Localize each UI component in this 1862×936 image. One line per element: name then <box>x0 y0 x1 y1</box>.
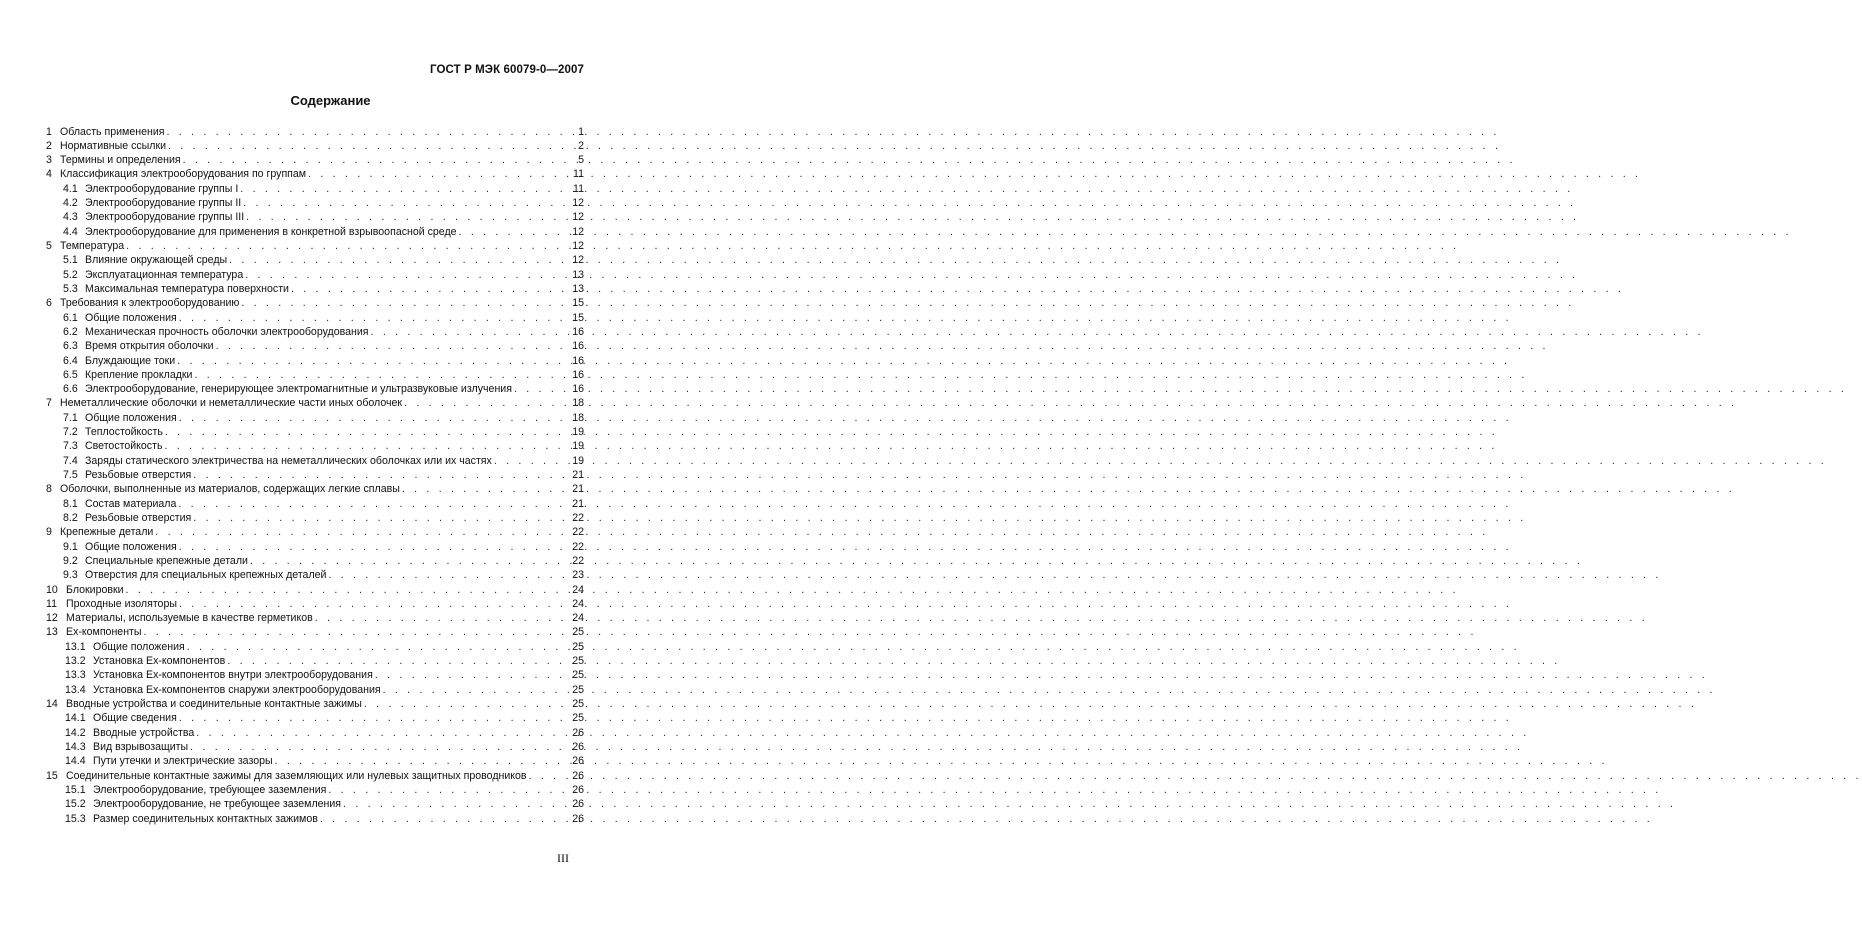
toc-entry-page: 16 <box>572 383 584 396</box>
toc-entry-number: 14.3 <box>65 740 86 753</box>
toc-entry-label: Классификация электрооборудования по группам <box>60 168 307 181</box>
toc-entry-page: 26 <box>572 769 584 782</box>
toc-entry-label: Общие положения <box>85 411 177 424</box>
toc-entry-label: Эксплуатационная температура <box>85 268 244 281</box>
toc-entry-label: Светостойкость <box>85 440 163 453</box>
toc-entry-number: 8.2 <box>63 511 78 524</box>
toc-entry-label: Влияние окружающей среды <box>85 254 228 267</box>
toc-entry-label: Неметаллические оболочки и неметаллические части иных оболочек <box>60 397 403 410</box>
toc-dot-leader <box>179 711 570 725</box>
toc-entry-label: Теплостойкость <box>85 426 163 439</box>
toc-dot-leader <box>177 354 570 368</box>
toc-entry-page: 24 <box>572 612 584 625</box>
toc-entry-page: 16 <box>572 340 584 353</box>
toc-dot-leader <box>178 497 570 511</box>
toc-entry-number: 6.3 <box>63 340 78 353</box>
toc-dot-leader <box>190 740 570 754</box>
toc-entry-label: Нормативные ссылки <box>60 139 167 152</box>
toc-dot-leader <box>126 583 571 597</box>
toc-dot-leader <box>193 511 570 525</box>
toc-entry-page: 19 <box>572 440 584 453</box>
toc-entry[interactable] <box>46 196 584 210</box>
toc-entry-page: 12 <box>572 254 584 267</box>
toc-entry-number: 4.4 <box>63 225 78 238</box>
toc-dot-leader <box>193 468 570 482</box>
toc-dot-leader <box>164 439 570 453</box>
toc-entry-page: 11 <box>573 182 584 195</box>
toc-entry-page: 26 <box>572 740 584 753</box>
toc-entry-label: Резьбовые отверстия <box>85 469 192 481</box>
toc-entry-number: 6.4 <box>63 354 78 367</box>
toc-dot-leader <box>179 311 570 325</box>
toc-dot-leader <box>246 210 570 224</box>
toc-entry-label: Ех-компоненты <box>66 626 142 639</box>
toc-entry-number: 9.1 <box>63 540 78 553</box>
toc-entry-page: 2 <box>578 139 584 152</box>
toc-entry-number: 3 <box>46 154 52 167</box>
toc-entry-label: Крепление прокладки <box>85 368 193 381</box>
toc-entry-label: Материалы, используемые в качестве герметиков <box>66 612 313 625</box>
toc-entry[interactable] <box>46 740 584 754</box>
toc-entry-page: 13 <box>572 282 584 295</box>
toc-entry-page: 23 <box>572 569 584 582</box>
toc-dot-leader <box>144 625 571 639</box>
toc-entry-label: Электрооборудование для применения в конкретной взрывоопасной среде <box>85 225 457 238</box>
toc-entry-number: 5.1 <box>63 254 78 267</box>
toc-entry[interactable] <box>46 683 584 697</box>
toc-dot-leader <box>155 525 570 539</box>
toc-dot-leader <box>320 812 570 826</box>
toc-entry-page: 26 <box>572 812 584 825</box>
toc-entry[interactable] <box>46 726 584 740</box>
toc-dot-leader <box>514 382 570 396</box>
toc-entry-label: Максимальная температура поверхности <box>85 282 289 295</box>
toc-entry-label: Состав материала <box>85 497 177 510</box>
toc-entry[interactable] <box>46 311 584 325</box>
toc-entry-label: Электрооборудование, генерирующее электромагнитные и ультразвуковые излучения <box>85 383 512 396</box>
toc-entry-number: 13.1 <box>65 640 86 653</box>
toc-entry-page: 13 <box>572 268 584 281</box>
toc-entry-number: 14.1 <box>65 712 86 725</box>
toc-entry-number: 4.1 <box>63 182 78 195</box>
toc-entry-label: Размер соединительных контактных зажимов <box>93 812 318 825</box>
toc-dot-leader <box>328 783 570 797</box>
toc-entry-page: 26 <box>572 783 584 796</box>
toc-dot-leader <box>328 568 570 582</box>
toc-entry-label: Требования к электрооборудованию <box>60 297 240 310</box>
toc-entry[interactable] <box>46 511 584 525</box>
toc-dot-leader <box>187 640 570 654</box>
toc-entry-number: 14 <box>46 698 58 710</box>
toc-dot-leader <box>216 339 571 353</box>
toc-entry[interactable] <box>46 425 584 439</box>
toc-entry-number: 13.3 <box>65 669 86 682</box>
toc-entry-page: 26 <box>572 798 584 811</box>
toc-dot-leader <box>529 769 571 783</box>
toc-entry-label: Температура <box>60 240 125 252</box>
toc-entry[interactable] <box>46 153 584 167</box>
toc-dot-leader <box>291 282 570 296</box>
toc-entry-label: Механическая прочность оболочки электрооборудования <box>85 325 369 338</box>
toc-entry[interactable] <box>46 339 584 353</box>
toc-entry-label: Вид взрывозащиты <box>93 740 189 753</box>
toc-dot-leader <box>250 554 570 568</box>
toc-dot-leader <box>165 425 570 439</box>
toc-entry[interactable] <box>46 368 584 382</box>
toc-dot-leader <box>245 268 570 282</box>
toc-entry-label: Отверстия для специальных крепежных деталей <box>85 569 327 582</box>
toc-entry[interactable] <box>46 497 584 511</box>
toc-entry[interactable] <box>46 354 584 368</box>
toc-entry-number: 5.2 <box>63 268 78 281</box>
toc-entry[interactable] <box>46 282 584 296</box>
toc-entry-number: 1 <box>46 125 52 138</box>
toc-entry-number: 4.3 <box>63 211 78 224</box>
toc-entry-label: Термины и определения <box>60 154 181 167</box>
toc-entry-number: 13.2 <box>65 655 86 668</box>
toc-entry-label: Вводные устройства и соединительные контактные зажимы <box>66 698 362 710</box>
toc-entry-label: Время открытия оболочки <box>85 340 214 353</box>
toc-dot-leader <box>402 482 570 496</box>
toc-entry-label: Электрооборудование, не требующее заземления <box>93 798 342 811</box>
toc-entry[interactable] <box>46 540 584 554</box>
toc-entry-number: 5.3 <box>63 282 78 295</box>
toc-entry[interactable] <box>46 568 584 582</box>
toc-entry[interactable] <box>46 468 584 482</box>
toc-entry[interactable] <box>46 611 584 625</box>
toc-entry-number: 7 <box>46 397 52 410</box>
toc-dot-leader <box>404 396 570 410</box>
toc-entry-page: 25 <box>572 669 584 682</box>
toc-entry-number: 4 <box>46 168 52 181</box>
toc-entry-label: Установка Ех-компонентов снаружи электрооборудования <box>93 683 381 696</box>
toc-entry-page: 26 <box>572 755 584 768</box>
toc-entry[interactable] <box>46 439 584 453</box>
toc-entry-number: 13.4 <box>65 683 86 696</box>
toc-entry-label: Вводные устройства <box>93 726 195 739</box>
toc-entry[interactable] <box>46 783 584 797</box>
toc-entry-page: 25 <box>572 683 584 696</box>
toc-dot-leader <box>241 296 570 310</box>
toc-entry-page: 15 <box>572 297 584 310</box>
toc-entry[interactable] <box>46 296 584 310</box>
toc-entry-number: 7.3 <box>63 440 78 453</box>
toc-entry-number: 9.3 <box>63 569 78 582</box>
toc-entry-page: 12 <box>572 225 584 238</box>
toc-entry[interactable] <box>46 139 584 153</box>
toc-entry[interactable] <box>46 754 584 768</box>
toc-entry-number: 6 <box>46 297 52 310</box>
toc-entry[interactable] <box>46 482 584 496</box>
toc-entry-label: Электрооборудование группы III <box>85 211 245 224</box>
toc-dot-leader <box>375 668 570 682</box>
toc-entry-page: 12 <box>572 240 584 252</box>
toc-entry-number: 5 <box>46 240 52 252</box>
toc-entry[interactable] <box>46 697 584 711</box>
toc-entry-page: 21 <box>572 469 584 481</box>
toc-dot-leader <box>315 611 570 625</box>
toc-entry[interactable] <box>46 797 584 811</box>
toc-entry[interactable] <box>46 382 584 396</box>
toc-dot-leader <box>183 153 576 167</box>
toc-dot-leader <box>364 697 570 711</box>
toc-dot-leader <box>126 239 570 253</box>
toc-entry-number: 8.1 <box>63 497 78 510</box>
toc-entry-label: Соединительные контактные зажимы для заземляющих или нулевых защитных проводников <box>66 769 527 782</box>
toc-entry[interactable] <box>46 812 584 826</box>
toc-entry-number: 15.1 <box>65 783 86 796</box>
toc-entry[interactable] <box>46 325 584 339</box>
toc-dot-leader <box>179 597 570 611</box>
toc-entry-page: 25 <box>572 640 584 653</box>
toc-entry[interactable] <box>46 167 584 181</box>
toc-entry[interactable] <box>46 454 584 468</box>
toc-entry[interactable] <box>46 125 584 139</box>
toc-entry-page: 22 <box>572 511 584 524</box>
toc-entry-page: 21 <box>572 483 584 496</box>
toc-entry-label: Область применения <box>60 125 165 138</box>
toc-entry-page: 26 <box>572 726 584 739</box>
toc-dot-leader <box>194 368 570 382</box>
toc-entry-number: 10 <box>46 583 58 596</box>
toc-dot-leader <box>179 540 570 554</box>
toc-dot-leader <box>179 411 570 425</box>
toc-entry-page: 19 <box>572 454 584 467</box>
toc-entry-label: Общие положения <box>85 311 177 324</box>
toc-entry-page: 22 <box>572 554 584 567</box>
toc-entry-page: 21 <box>572 497 584 510</box>
toc-dot-leader <box>240 182 571 196</box>
toc-entry[interactable] <box>46 640 584 654</box>
toc-dot-leader <box>166 125 576 139</box>
toc-entry[interactable] <box>46 769 584 783</box>
toc-entry-number: 6.5 <box>63 368 78 381</box>
toc-entry-page: 19 <box>572 426 584 439</box>
toc-entry-label: Установка Ех-компонентов <box>93 655 226 668</box>
page-title: Содержание <box>290 93 371 108</box>
toc-entry[interactable] <box>46 411 584 425</box>
toc-entry[interactable] <box>46 225 584 239</box>
toc-entry-number: 12 <box>46 612 58 625</box>
page-number: III <box>557 851 569 865</box>
toc-entry-page: 15 <box>572 311 584 324</box>
toc-entry-number: 8 <box>46 483 52 496</box>
toc-entry-label: Крепежные детали <box>60 526 154 539</box>
toc-entry-page: 16 <box>572 325 584 338</box>
toc-entry-page: 24 <box>572 583 584 596</box>
toc-entry-page: 25 <box>572 698 584 710</box>
toc-entry-number: 15 <box>46 769 58 782</box>
toc-entry[interactable] <box>46 239 584 253</box>
toc-entry-label: Оболочки, выполненные из материалов, содержащих легкие сплавы <box>60 483 400 496</box>
toc-dot-leader <box>229 253 570 267</box>
toc-entry-label: Общие положения <box>85 540 177 553</box>
toc-entry-page: 25 <box>572 626 584 639</box>
toc-entry-label: Общие положения <box>93 640 185 653</box>
toc-entry-number: 13 <box>46 626 58 639</box>
toc-dot-leader <box>196 726 570 740</box>
toc-entry-number: 6.6 <box>63 383 78 396</box>
toc-entry-page: 16 <box>572 368 584 381</box>
toc-entry-number: 7.5 <box>63 469 78 481</box>
toc-entry-label: Электрооборудование группы II <box>85 197 242 210</box>
table-of-contents <box>46 125 584 826</box>
toc-entry-number: 15.2 <box>65 798 86 811</box>
toc-entry-number: 7.2 <box>63 426 78 439</box>
toc-dot-leader <box>383 683 571 697</box>
toc-entry-page: 11 <box>573 168 584 181</box>
toc-entry-label: Пути утечки и электрические зазоры <box>93 755 273 768</box>
toc-entry-page: 1 <box>578 125 584 138</box>
toc-entry-label: Резьбовые отверстия <box>85 511 192 524</box>
toc-dot-leader <box>494 454 570 468</box>
toc-entry-page: 16 <box>572 354 584 367</box>
toc-entry-page: 12 <box>572 211 584 224</box>
toc-entry-page: 24 <box>572 597 584 610</box>
toc-entry[interactable] <box>46 625 584 639</box>
toc-entry[interactable] <box>46 268 584 282</box>
toc-entry-page: 22 <box>572 526 584 539</box>
toc-entry-page: 18 <box>572 397 584 410</box>
toc-entry[interactable] <box>46 668 584 682</box>
toc-entry-number: 7.1 <box>63 411 78 424</box>
toc-entry[interactable] <box>46 525 584 539</box>
toc-entry[interactable] <box>46 711 584 725</box>
toc-entry-number: 2 <box>46 139 52 152</box>
toc-entry[interactable] <box>46 253 584 267</box>
toc-entry-number: 6.2 <box>63 325 78 338</box>
toc-entry-label: Электрооборудование группы I <box>85 182 239 195</box>
toc-entry-label: Заряды статического электричества на неметаллических оболочках или их частях <box>85 454 492 467</box>
toc-entry-number: 6.1 <box>63 311 78 324</box>
toc-dot-leader <box>459 225 571 239</box>
toc-entry-label: Специальные крепежные детали <box>85 554 248 567</box>
toc-dot-leader <box>371 325 571 339</box>
document-code: ГОСТ Р МЭК 60079-0—2007 <box>430 64 584 76</box>
toc-entry-number: 7.4 <box>63 454 78 467</box>
toc-dot-leader <box>168 139 576 153</box>
toc-entry-page: 5 <box>578 154 584 167</box>
toc-dot-leader <box>227 654 570 668</box>
toc-entry-number: 14.4 <box>65 755 86 768</box>
toc-entry-page: 12 <box>572 197 584 210</box>
toc-dot-leader <box>343 797 570 811</box>
toc-entry-page: 25 <box>572 712 584 725</box>
toc-entry[interactable] <box>46 597 584 611</box>
toc-entry[interactable] <box>46 654 584 668</box>
toc-entry[interactable] <box>46 210 584 224</box>
toc-entry-page: 18 <box>572 411 584 424</box>
toc-entry[interactable] <box>46 182 584 196</box>
toc-entry-label: Общие сведения <box>93 712 177 725</box>
toc-entry-number: 9.2 <box>63 554 78 567</box>
toc-dot-leader <box>243 196 570 210</box>
toc-entry-label: Электрооборудование, требующее заземления <box>93 783 327 796</box>
toc-entry-number: 4.2 <box>63 197 78 210</box>
toc-entry-number: 11 <box>46 597 57 610</box>
toc-entry[interactable] <box>46 554 584 568</box>
toc-entry-label: Блокировки <box>66 583 124 596</box>
toc-entry[interactable] <box>46 583 584 597</box>
toc-entry[interactable] <box>46 396 584 410</box>
toc-entry-label: Блуждающие токи <box>85 354 176 367</box>
toc-entry-page: 25 <box>572 655 584 668</box>
toc-entry-page: 22 <box>572 540 584 553</box>
toc-entry-number: 15.3 <box>65 812 86 825</box>
toc-entry-number: 14.2 <box>65 726 86 739</box>
toc-dot-leader <box>308 167 571 181</box>
toc-entry-label: Проходные изоляторы <box>66 597 177 610</box>
toc-dot-leader <box>275 754 571 768</box>
toc-entry-number: 9 <box>46 526 52 539</box>
toc-entry-label: Установка Ех-компонентов внутри электрооборудования <box>93 669 373 682</box>
